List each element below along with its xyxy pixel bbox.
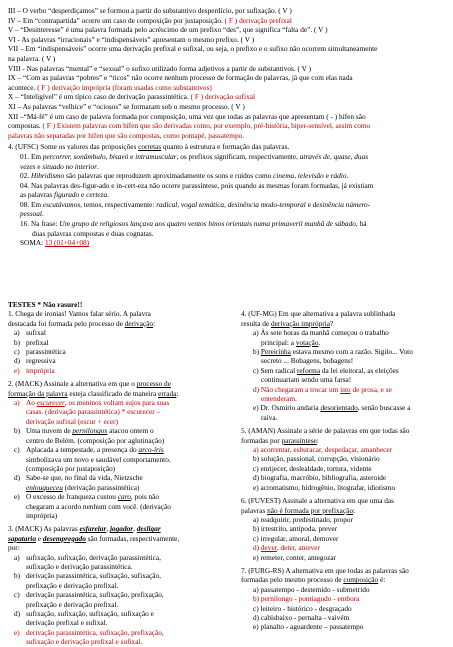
q6-option-c[interactable]: c) irregular, amoral, demover xyxy=(253,533,339,543)
statement-vii: VII – Em “indispensáveis” ocorre uma derivação prefixal e sufixal, ou seja, o prefixo e o sufixo não ocorrem simultaneamente na palavra. ( V ) xyxy=(8,44,378,63)
item-04: 04. Nas palavras des-figur-ado e in-cert-eza não ocorre parassíntese, pois quando as mesmas foram formadas, já existiam as palavras figurado e certeza. xyxy=(20,180,374,200)
statement-ix: IX – “Com as palavras “pobres” e “ricos” não ocorre nenhum processo de formação de palavras, já que com elas nada acontece. ( F ) derivação imprópria (foram usadas como substantivos) xyxy=(8,73,353,92)
q5-stem: 5. (AMAN) Assinale a série de palavras em que todas são formadas por parassíntese: xyxy=(241,426,410,445)
q2-option-d[interactable]: d) Sabe-se que, no final da vida, Nietzsche enlouqueceu (derivação parassintética) xyxy=(14,473,143,492)
q2-option-b[interactable]: b) Uma nuvem de pernilongos atacou ontem o centro de Belém. (composição por aglutinação) xyxy=(14,426,165,445)
q2-option-e[interactable]: e) O excesso de franqueza custou caro, pois não chegaram a acordo nenhum com você. (derivação imprópria) xyxy=(14,492,171,520)
statement-v: V – “Desinteresse” é uma palavra formada pelo acréscimo de um prefixo “des”, que significa “falta de”. ( V ) xyxy=(8,25,328,35)
statement-viii: VIII - Nas palavras “mental” e “sexual” o sufixo utilizado forma adjetivos a partir de substantivos. ( V ) xyxy=(8,63,312,73)
q1-stem: 1. Chega de ironias! Vamos falar sério. A palavra destacada foi formada pelo processo de derivação: xyxy=(8,309,156,328)
q4-option-a[interactable]: a) Às sete horas da manhã começou o trabalho principal: a votação. xyxy=(253,328,389,347)
q7-option-a[interactable]: a) passatempo - destemido - submetrido xyxy=(253,584,370,594)
right-column xyxy=(241,300,453,632)
q7-option-c[interactable]: c) leiteiro - histórico - desgraçado xyxy=(253,603,352,613)
q3-stem: 3. (MACK) As palavras esfarelar, jogador, desligar sapataria e desempregado são formadas, respectivamente, por: xyxy=(8,524,180,553)
q1-option-a[interactable]: a) sufixal xyxy=(14,328,46,338)
q5-option-c[interactable]: c) enrijecer, deslealdade, tortura, vidente xyxy=(253,463,372,473)
q7-option-b[interactable]: b) pernilongo - pontiagudo - embora xyxy=(253,594,360,604)
q4-option-c[interactable]: c) Sem radical reforma da lei eleitoral, as eleições continuariam sendo uma farsa! xyxy=(253,365,399,385)
q6-stem: 6. (FUVEST) Assinale a alternativa em que uma das palavras não é formada por prefixação: xyxy=(241,496,394,515)
q3-option-a[interactable]: a) sufixação, sufixação, derivação parassintética, sufixação e derivação parassintética. xyxy=(14,552,161,571)
q5-option-a[interactable]: a) acorrentar, esburacar, despedaçar, amanhecer xyxy=(253,445,393,455)
q3-option-d[interactable]: d) sufixação, sufixação, sufixação, sufixação e derivação prefixal e sufixal. xyxy=(14,609,154,628)
q1-option-e[interactable]: e) imprópria xyxy=(14,365,55,375)
q3-option-b[interactable]: b) derivação parassintética, sufixação, sufixação, prefixação e derivação prefixal. xyxy=(14,571,161,590)
true-false-section xyxy=(8,6,448,248)
q4-option-b[interactable]: b) Pereirinha estava mesmo com a razão. Sigilo... Voto secreto ... Bobagens, bobagens! xyxy=(253,347,413,366)
q7-option-d[interactable]: d) cabisbaixo - pernalta - vaivém xyxy=(253,612,350,622)
item-02: 02. Hibridismo são palavras que reproduzem aproximadamente os sons e ruídos como cinema, televisão e rádio. xyxy=(20,171,349,181)
q1-options xyxy=(8,328,220,375)
q4-stem: 4. (UF-MG) Em que alternativa a palavra sublinhada resulta de derivação imprópria? xyxy=(241,309,396,328)
q3-option-e[interactable]: e) derivação parassintética, sufixação, prefixação, sufixação e derivação prefixal e sufixal. xyxy=(14,627,164,647)
q1-option-d[interactable]: d) regressiva xyxy=(14,356,56,366)
item-08: 08. Em escutávamos, temos, respectivamente: radical, vogal temática, desinência modo-temporal e desinência número- pessoal. xyxy=(20,199,371,219)
statement-iii: III – O verbo “desperdiçamos” se formou a partir do substantivo desperdício, por sufixação. ( V ) xyxy=(8,6,292,15)
q2-option-c[interactable]: c) Aplacada a tempestade, a presença do arco-íris simbolizava um novo e saudável comportamento. (composição por justaposição) xyxy=(14,445,171,473)
item-01: 01. Em percorrer, sonâmbulo, bisavó e intramuscular, os prefixos significam, respectivamente, através de, quase, duas vezes e situado no interior. xyxy=(20,151,369,171)
question-ufsc-intro: 4. (UFSC) Some os valores das proposições corretas quanto à estrutura e formação das palavras. xyxy=(8,142,290,152)
statement-x: X – “Inteligível” é um típico caso de derivação parassintética. ( F ) derivação sufixal xyxy=(8,92,255,102)
q2-option-a[interactable]: a) Ao escurecer, os meninos voltam sujos para suas casas. (derivação parassintética) * escurecer – derivação sufixal (escur + ecer) xyxy=(14,398,170,426)
soma-line: SOMA: 13 (01+04+08) xyxy=(20,238,90,248)
q5-option-e[interactable]: e) acromatismo, hidrogênio, litografar, idiotismo xyxy=(253,482,396,492)
q7-stem: 7. (FURG-RS) A alternativa em que todas as palavras são formadas pelo mesmo processo de composição é: xyxy=(241,565,409,585)
statement-vi: VI - As palavras “irracionais” e “indispensáveis” apresentam o mesmo prefixo. ( V ) xyxy=(8,34,255,44)
q1-option-c[interactable]: c) parassintética xyxy=(14,347,66,357)
q5-option-b[interactable]: b) solução, passional, corrupção, visionário xyxy=(253,454,380,464)
left-column xyxy=(8,300,220,647)
q6-option-b[interactable]: b) irrestrito, antípoda, prever xyxy=(253,524,338,534)
q6-option-e[interactable]: e) remeter, conter, antegozar xyxy=(253,552,337,562)
q1-option-b[interactable]: b) prefixal xyxy=(14,337,49,347)
q5-option-d[interactable]: d) biografia, macróbio, bibliografia, asteroide xyxy=(253,473,387,483)
q7-option-e[interactable]: e) planalto - aguardente – passatempo xyxy=(253,622,364,632)
tests-heading: TESTES * Não rasure!! xyxy=(8,300,83,309)
q6-option-a[interactable]: a) readquirir, predestinado, propor xyxy=(253,514,354,524)
q2-stem: 2. (MACK) Assinale a alternativa em que o processo de formação da palavra esteja classificado de maneira errada: xyxy=(8,379,179,398)
q6-option-d[interactable]: d) dever, deter, antever xyxy=(253,543,320,553)
q4-option-d[interactable]: d) Não chegaram a trocar um isto de prosa, e se entenderam. xyxy=(253,384,392,404)
statement-xi: XI – As palavras “velhice” e “ociosos” se formaram sob o mesmo processo. ( V ) xyxy=(8,101,245,111)
question-ufsc xyxy=(8,142,448,248)
statement-xii: XII –“Má-fé” é um caso de palavra formada por composição, uma vez que todas as palavras que apresentam ( - ) hífen são compostas. ( F ) Existem palavras com hífen que são derivadas como, por exemplo, pré-história, hiper-sensível, assim como palavras não separadas por hífen que são compostas, como pontapé, passatempo. xyxy=(8,111,371,140)
q4-option-e[interactable]: e) Dr. Osmírio andaria desorientado, senão buscasse a raiva. xyxy=(253,403,411,422)
q3-option-c[interactable]: c) derivação parassintética, sufixação, prefixação, prefixação e derivação prefixal. xyxy=(14,590,164,609)
statement-iv: IV – Em “contrapartida” ocorre um caso de composição por justaposição. ( F ) derivação prefixal xyxy=(8,15,292,25)
item-16: 16. Na frase: Um grupo de religiosos lançava aos quatro ventos hinos orientais numa primaveril manhã de sábado, há duas palavras compostas e duas cognatas. xyxy=(20,219,367,238)
